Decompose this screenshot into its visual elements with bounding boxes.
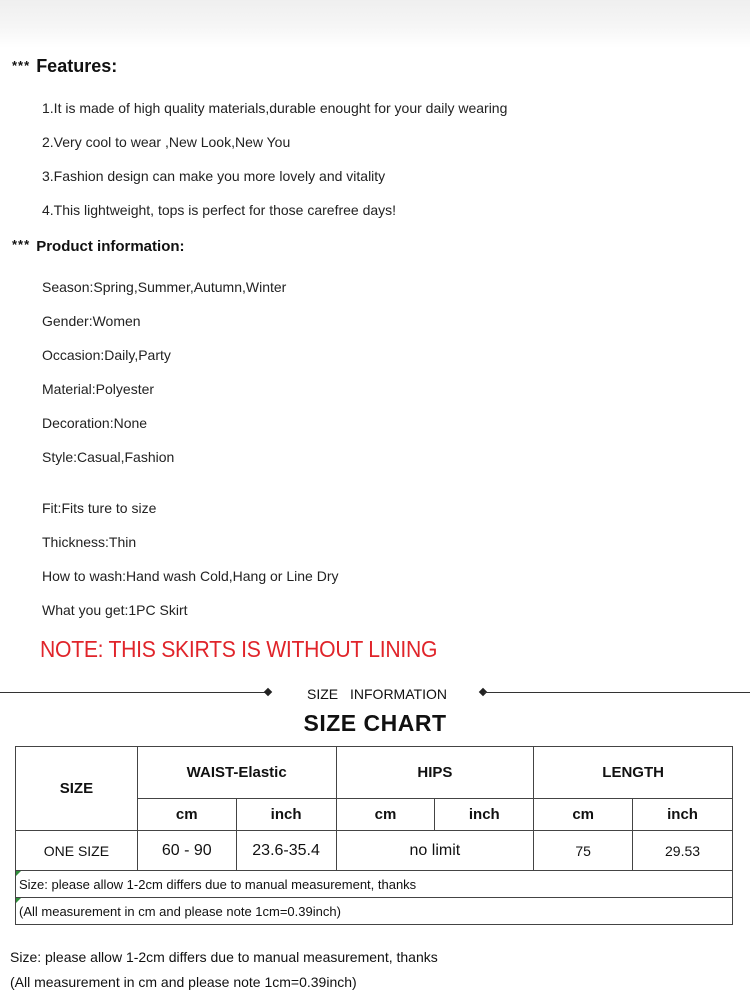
product-info-stars: ***: [12, 237, 31, 252]
unit-header: inch: [435, 799, 534, 831]
table-note: [16, 898, 733, 925]
bottom-note: Size: please allow 1-2cm differs due to manual measurement, thanks: [10, 949, 438, 965]
feature-item: 2.Very cool to wear ,New Look,New You: [42, 134, 291, 150]
size-chart-table: [15, 746, 733, 925]
size-chart-title: SIZE CHART: [303, 710, 447, 736]
product-info-item: Thickness:Thin: [42, 534, 137, 550]
size-header: SIZE: [16, 747, 138, 831]
feature-item: 4.This lightweight, tops is perfect for those carefree days!: [42, 202, 397, 218]
cell-corner-mark: [16, 898, 21, 903]
size-information-label: SIZE INFORMATION: [307, 686, 447, 702]
product-info-heading: [12, 238, 185, 255]
top-background-fade: [0, 0, 750, 48]
feature-item: 3.Fashion design can make you more lovely and vitality: [42, 168, 386, 184]
length-header: LENGTH: [534, 747, 733, 799]
lining-note: NOTE: THIS SKIRTS IS WITHOUT LINING: [40, 636, 438, 662]
product-info-heading-text: Product information:: [36, 238, 185, 255]
divider-right: [484, 692, 750, 693]
unit-header: cm: [336, 799, 435, 831]
product-info-item: Material:Polyester: [42, 381, 155, 397]
size-cell: ONE SIZE: [16, 831, 138, 871]
features-heading: [12, 56, 117, 77]
cell-corner-mark: [16, 871, 21, 876]
bottom-note: (All measurement in cm and please note 1cm=0.39inch): [10, 974, 357, 990]
table-note-text: (All measurement in cm and please note 1cm=0.39inch): [19, 903, 341, 919]
hips-header: HIPS: [336, 747, 534, 799]
product-info-item: Season:Spring,Summer,Autumn,Winter: [42, 279, 287, 295]
table-row: [16, 831, 733, 871]
divider-left: [0, 692, 266, 693]
length-inch-cell: 29.53: [633, 831, 733, 871]
table-note-text: Size: please allow 1-2cm differs due to manual measurement, thanks: [19, 876, 417, 892]
unit-header: inch: [633, 799, 733, 831]
table-note: [16, 871, 733, 898]
product-info-item: Occasion:Daily,Party: [42, 347, 171, 363]
length-cm-cell: 75: [534, 831, 633, 871]
unit-header: cm: [534, 799, 633, 831]
waist-cm-cell: 60 - 90: [137, 831, 236, 871]
product-info-item: Fit:Fits ture to size: [42, 500, 157, 516]
features-stars: ***: [12, 58, 31, 73]
features-heading-text: Features:: [36, 56, 118, 76]
unit-header: cm: [137, 799, 236, 831]
product-info-item: Decoration:None: [42, 415, 148, 431]
waist-header: WAIST-Elastic: [137, 747, 336, 799]
feature-item: 1.It is made of high quality materials,durable enought for your daily wearing: [42, 100, 508, 116]
product-info-item: How to wash:Hand wash Cold,Hang or Line Dry: [42, 568, 339, 584]
diamond-ornament-left: [264, 688, 272, 696]
unit-header: inch: [236, 799, 336, 831]
waist-inch-cell: 23.6-35.4: [236, 831, 336, 871]
product-info-item: What you get:1PC Skirt: [42, 602, 188, 618]
product-info-item: Gender:Women: [42, 313, 141, 329]
hips-cell: no limit: [336, 831, 534, 871]
product-info-item: Style:Casual,Fashion: [42, 449, 175, 465]
